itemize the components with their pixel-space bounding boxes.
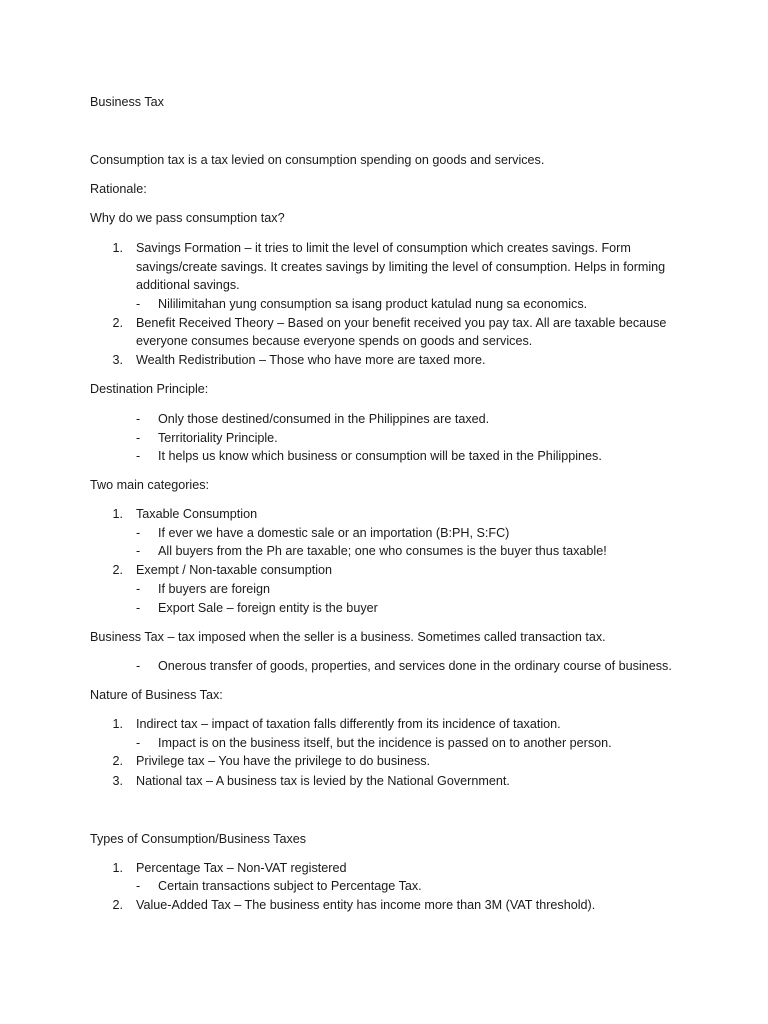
bullet-dash: - (136, 431, 141, 445)
bullet-dash: - (136, 297, 141, 311)
intro-paragraph: Consumption tax is a tax levied on consumption spending on goods and services. (90, 153, 545, 167)
list-number: 2. (112, 754, 123, 768)
list-item-text: savings/create savings. It creates savings by limiting the level of consumption. Helps in forming (136, 260, 666, 274)
list-number: 2. (112, 563, 123, 577)
sub-item-text: Territoriality Principle. (158, 431, 278, 445)
list-number: 1. (112, 717, 123, 731)
list-number: 3. (112, 774, 123, 788)
list-item-text: Taxable Consumption (136, 507, 258, 521)
bullet-dash: - (136, 544, 141, 558)
sub-item-text: All buyers from the Ph are taxable; one who consumes is the buyer thus taxable! (158, 544, 607, 558)
document-title: Business Tax (90, 95, 164, 109)
bullet-dash: - (136, 412, 141, 426)
sub-item-text: Certain transactions subject to Percentage Tax. (158, 879, 422, 893)
list-number: 1. (112, 861, 123, 875)
sub-item-text: Impact is on the business itself, but the incidence is passed on to another person. (158, 736, 612, 750)
list-number: 2. (112, 316, 123, 330)
bullet-dash: - (136, 659, 141, 673)
rationale-heading: Rationale: (90, 182, 147, 196)
destination-heading: Destination Principle: (90, 382, 209, 396)
list-item-text: everyone consumes because everyone spends on goods and services. (136, 334, 533, 348)
list-item-text: Privilege tax – You have the privilege to do business. (136, 754, 431, 768)
list-item-text: Benefit Received Theory – Based on your benefit received you pay tax. All are taxable because (136, 316, 667, 330)
bullet-dash: - (136, 601, 141, 615)
list-item-text: Wealth Redistribution – Those who have more are taxed more. (136, 353, 486, 367)
sub-item-text: Nililimitahan yung consumption sa isang product katulad nung sa economics. (158, 297, 588, 311)
list-item-text: National tax – A business tax is levied by the National Government. (136, 774, 510, 788)
list-number: 1. (112, 241, 123, 255)
list-item-text: Indirect tax – impact of taxation falls differently from its incidence of taxation. (136, 717, 561, 731)
bullet-dash: - (136, 526, 141, 540)
sub-item-text: Onerous transfer of goods, properties, and services done in the ordinary course of business. (158, 659, 672, 673)
bullet-dash: - (136, 879, 141, 893)
bullet-dash: - (136, 449, 141, 463)
bullet-dash: - (136, 582, 141, 596)
sub-item-text: Only those destined/consumed in the Philippines are taxed. (158, 412, 490, 426)
list-number: 2. (112, 898, 123, 912)
sub-item-text: It helps us know which business or consumption will be taxed in the Philippines. (158, 449, 602, 463)
bullet-dash: - (136, 736, 141, 750)
types-heading: Types of Consumption/Business Taxes (90, 832, 307, 846)
sub-item-text: If ever we have a domestic sale or an importation (B:PH, S:FC) (158, 526, 510, 540)
why-question: Why do we pass consumption tax? (90, 211, 285, 225)
nature-heading: Nature of Business Tax: (90, 688, 223, 702)
list-item-text: Savings Formation – it tries to limit the level of consumption which creates savings. Form (136, 241, 631, 255)
list-number: 1. (112, 507, 123, 521)
business-tax-definition: Business Tax – tax imposed when the seller is a business. Sometimes called transaction tax. (90, 630, 606, 644)
list-item-text: Value-Added Tax – The business entity has income more than 3M (VAT threshold). (136, 898, 596, 912)
list-number: 3. (112, 353, 123, 367)
categories-heading: Two main categories: (90, 478, 209, 492)
sub-item-text: Export Sale – foreign entity is the buyer (158, 601, 378, 615)
list-item-text: Percentage Tax – Non-VAT registered (136, 861, 347, 875)
sub-item-text: If buyers are foreign (158, 582, 271, 596)
list-item-text: Exempt / Non-taxable consumption (136, 563, 333, 577)
list-item-text: additional savings. (136, 278, 240, 292)
